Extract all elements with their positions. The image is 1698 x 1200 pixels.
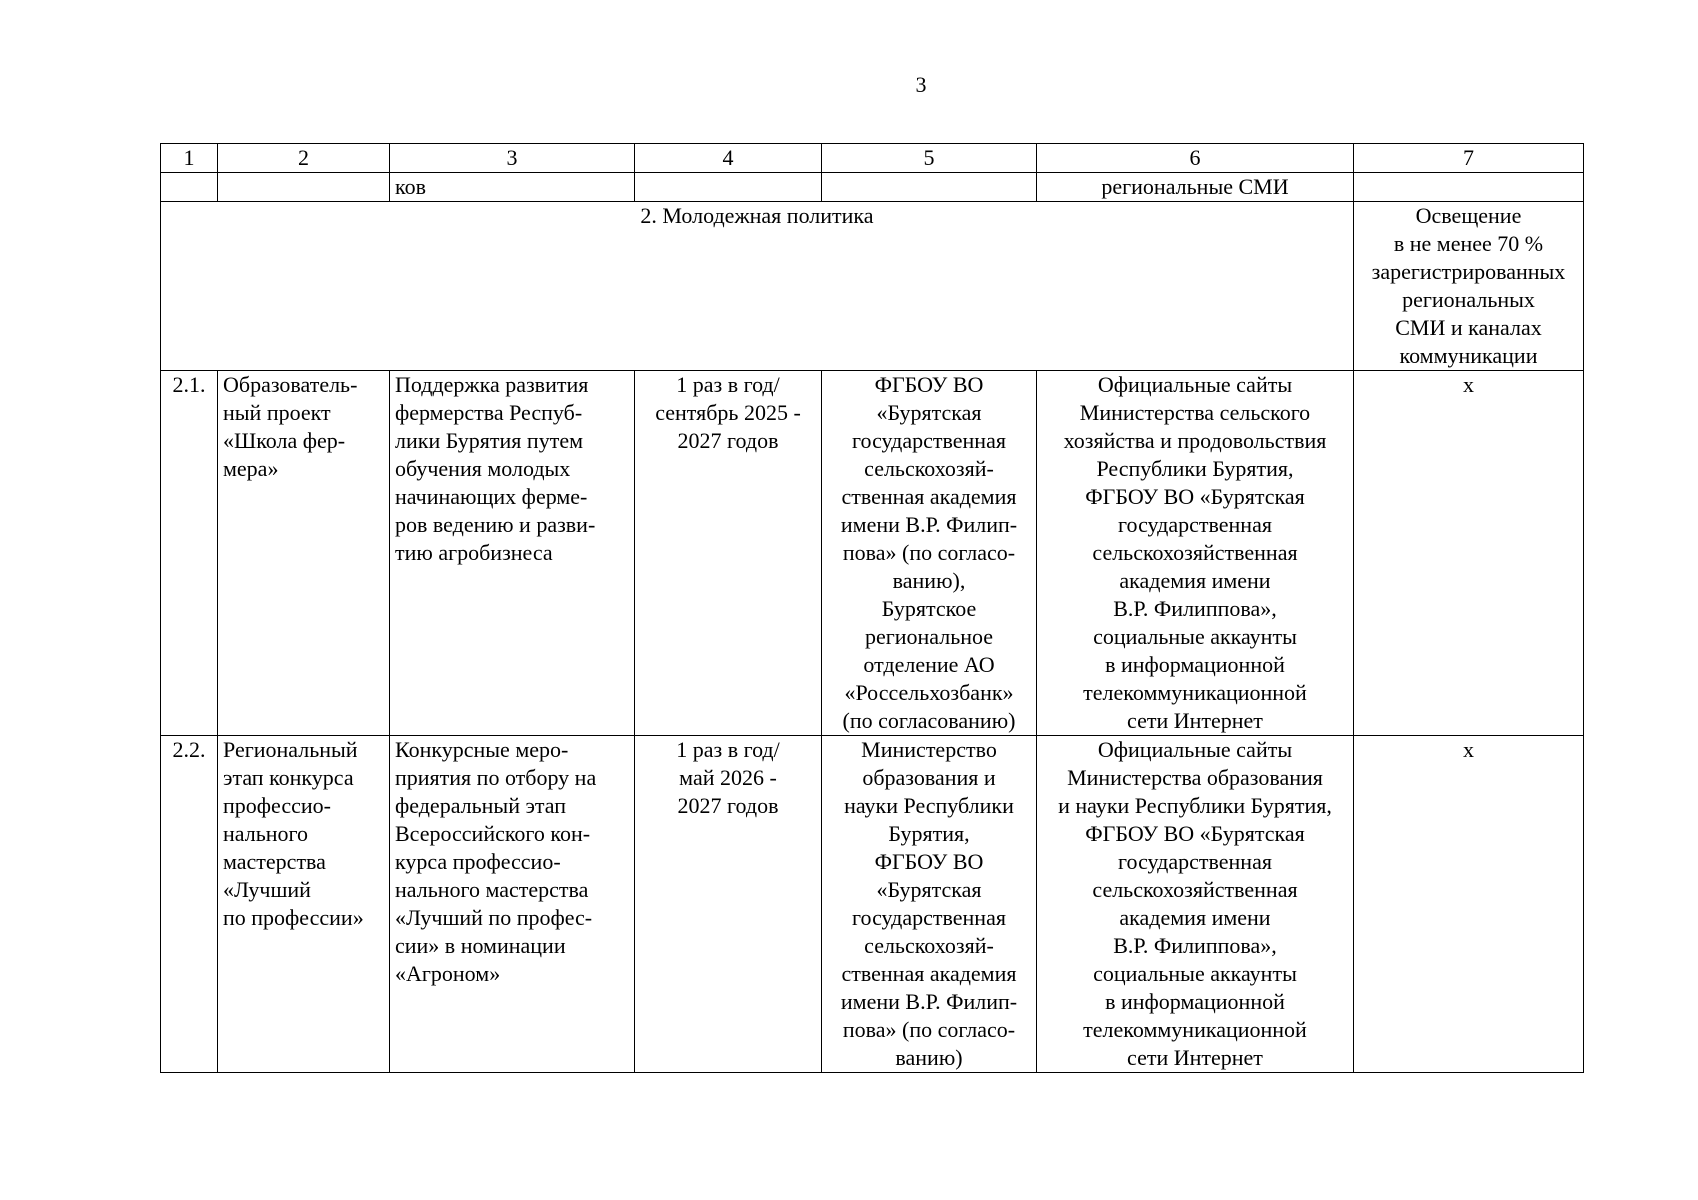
column-number-5: 5 <box>822 144 1037 173</box>
continuation-cell-4 <box>635 173 822 202</box>
page-number: 3 <box>915 72 927 97</box>
events-table <box>160 143 1584 1073</box>
continuation-cell-7 <box>1354 173 1584 202</box>
event-name: Образователь- ный проект «Школа фер- мера» <box>218 371 390 736</box>
event-responsible: ФГБОУ ВО «Бурятская государственная сельскохозяй- ственная академия имени В.Р. Филип- пова» (по согласо- ванию), Бурятское региональное отделение АО «Россельхозбанк» (по согласованию) <box>822 371 1037 736</box>
continuation-row <box>161 173 1584 202</box>
column-number-row <box>161 144 1584 173</box>
event-period: 1 раз в год/ май 2026 - 2027 годов <box>635 736 822 1073</box>
continuation-cell-1 <box>161 173 218 202</box>
event-result: х <box>1354 371 1584 736</box>
continuation-cell-2 <box>218 173 390 202</box>
column-number-4: 4 <box>635 144 822 173</box>
row-number: 2.2. <box>161 736 218 1073</box>
section-result: Освещение в не менее 70 % зарегистрированных региональных СМИ и каналах коммуникации <box>1354 202 1584 371</box>
section-row <box>161 202 1584 371</box>
column-number-1: 1 <box>161 144 218 173</box>
column-number-3: 3 <box>390 144 635 173</box>
column-number-2: 2 <box>218 144 390 173</box>
event-result: х <box>1354 736 1584 1073</box>
table-row <box>161 736 1584 1073</box>
event-period: 1 раз в год/ сентябрь 2025 - 2027 годов <box>635 371 822 736</box>
continuation-cell-3: ков <box>390 173 635 202</box>
event-media: Официальные сайты Министерства сельского хозяйства и продовольствия Республики Бурятия, ФГБОУ ВО «Бурятская государственная сельскохозяйственная академия имени В.Р. Филиппова», социальные аккаунты в информационной телекоммуникационной сети Интернет <box>1037 371 1354 736</box>
event-responsible: Министерство образования и науки Республики Бурятия, ФГБОУ ВО «Бурятская государственная сельскохозяй- ственная академия имени В.Р. Филип- пова» (по согласо- ванию) <box>822 736 1037 1073</box>
column-number-6: 6 <box>1037 144 1354 173</box>
column-number-7: 7 <box>1354 144 1584 173</box>
continuation-cell-6: региональные СМИ <box>1037 173 1354 202</box>
event-description: Поддержка развития фермерства Респуб- лики Бурятия путем обучения молодых начинающих ферме- ров ведению и разви- тию агробизнеса <box>390 371 635 736</box>
section-title: 2. Молодежная политика <box>161 202 1354 371</box>
table-row <box>161 371 1584 736</box>
row-number: 2.1. <box>161 371 218 736</box>
event-description: Конкурсные меро- приятия по отбору на федеральный этап Всероссийского кон- курса профессио- нального мастерства «Лучший по профес- сии» в номинации «Агроном» <box>390 736 635 1073</box>
event-media: Официальные сайты Министерства образования и науки Республики Бурятия, ФГБОУ ВО «Бурятская государственная сельскохозяйственная академия имени В.Р. Филиппова», социальные аккаунты в информационной телекоммуникационной сети Интернет <box>1037 736 1354 1073</box>
continuation-cell-5 <box>822 173 1037 202</box>
event-name: Региональный этап конкурса профессио- нального мастерства «Лучший по профессии» <box>218 736 390 1073</box>
